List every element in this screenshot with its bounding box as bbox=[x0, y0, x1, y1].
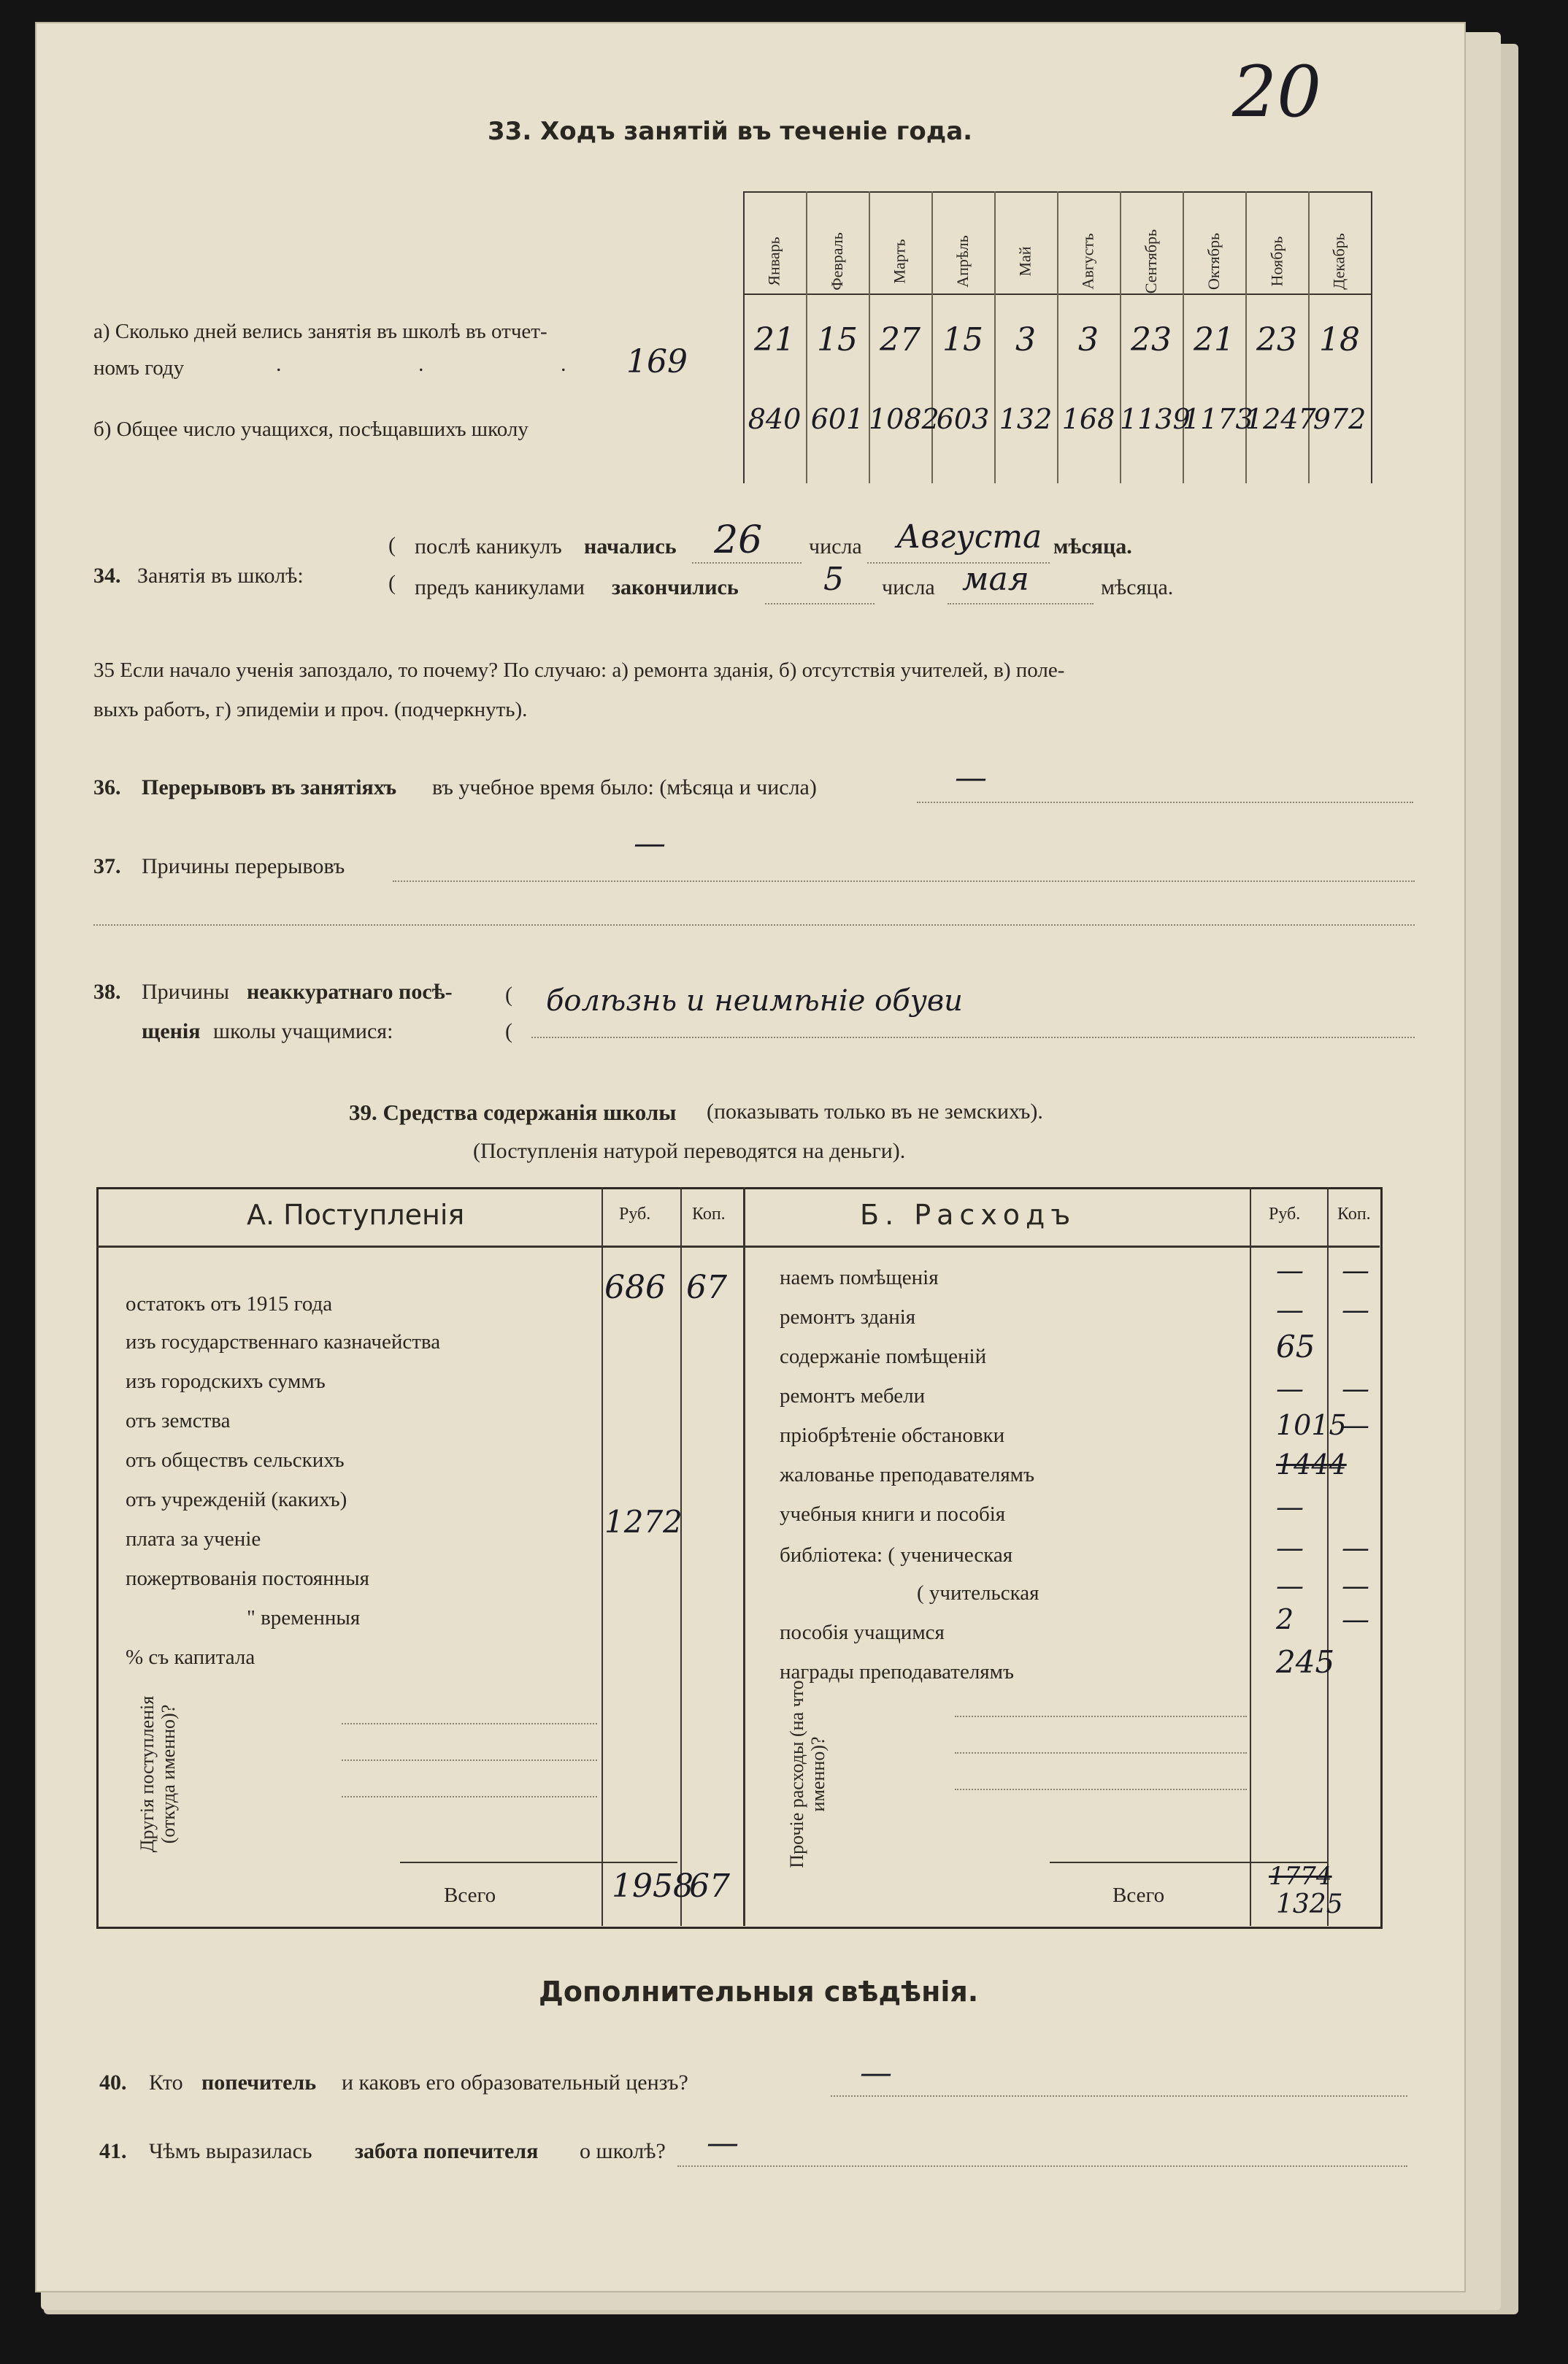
s38-num: 38. bbox=[93, 980, 121, 1004]
row-b-label: б) Общее число учащихся, посѣщавшихъ школу bbox=[93, 418, 529, 441]
expense-header: Б. Расходъ bbox=[860, 1199, 1077, 1231]
s37-text: Причины перерывовъ bbox=[142, 854, 345, 878]
row-b-value: 972 bbox=[1313, 403, 1367, 435]
month-label: Январь bbox=[765, 237, 783, 286]
income-header: А. Поступленія bbox=[247, 1199, 465, 1231]
row-b-value: 1247 bbox=[1245, 403, 1316, 435]
s37-num: 37. bbox=[93, 854, 121, 878]
expense-row-rub: — bbox=[1276, 1532, 1304, 1564]
row-b-value: 840 bbox=[748, 403, 802, 435]
bracket: ( bbox=[505, 1019, 512, 1043]
expense-row-label: награды преподавателямъ bbox=[780, 1660, 1014, 1684]
expense-row-rub: 65 bbox=[1276, 1329, 1315, 1365]
s38-line1-a: Причины bbox=[142, 980, 230, 1004]
month-label: Ноябрь bbox=[1267, 236, 1285, 287]
s34-end-day-line bbox=[765, 603, 875, 605]
month-col-9 bbox=[1245, 218, 1308, 305]
income-row-label: % съ капитала bbox=[126, 1646, 255, 1669]
income-total-label: Всего bbox=[444, 1884, 496, 1907]
expense-row-rub: — bbox=[1276, 1294, 1304, 1326]
s33-title: 33. Ходъ занятій въ теченіе года. bbox=[488, 117, 973, 146]
row-a-value: 18 bbox=[1319, 321, 1360, 358]
s34-start-month: Августа bbox=[896, 518, 1042, 556]
row-b-value: 1139 bbox=[1120, 403, 1191, 435]
row-a-value: 21 bbox=[1194, 321, 1234, 358]
row-b-value: 601 bbox=[810, 403, 864, 435]
expense-row-rub: 1444 bbox=[1276, 1448, 1347, 1481]
month-col-7 bbox=[1120, 218, 1183, 305]
month-label: Декабрь bbox=[1329, 233, 1348, 290]
page-number-handwritten: 20 bbox=[1232, 51, 1322, 133]
expense-row-kop: — bbox=[1342, 1254, 1369, 1286]
s34-line1-d: мѣсяца. bbox=[1053, 534, 1132, 559]
expense-row-rub: — bbox=[1276, 1570, 1304, 1602]
month-col-6 bbox=[1057, 218, 1120, 305]
expense-kop-header: Коп. bbox=[1337, 1205, 1371, 1224]
expense-row-kop: — bbox=[1342, 1294, 1369, 1326]
month-col-3 bbox=[869, 218, 931, 305]
s34-line2-d: мѣсяца. bbox=[1101, 575, 1174, 599]
s38-line2-b: школы учащимися: bbox=[213, 1019, 393, 1043]
bracket: ( bbox=[388, 571, 396, 595]
row-b-value: 603 bbox=[936, 403, 990, 435]
month-col-4 bbox=[931, 218, 994, 305]
expense-row-kop: — bbox=[1342, 1373, 1369, 1405]
month-label: Августъ bbox=[1079, 233, 1097, 290]
s36-bold: Перерывовъ въ занятіяхъ bbox=[142, 775, 397, 799]
income-rub-col-rule bbox=[602, 1187, 603, 1926]
income-other-line bbox=[342, 1759, 597, 1761]
s37-answer: — bbox=[634, 825, 666, 862]
month-table-right-rule bbox=[1371, 191, 1372, 483]
q41-num: 41. bbox=[99, 2139, 127, 2163]
s38-answer: болѣзнь и неимѣніе обуви bbox=[546, 984, 963, 1018]
s34-line2-a: предъ каникулами bbox=[415, 575, 585, 599]
s34-start-day: 26 bbox=[714, 518, 763, 562]
expense-row-label: пріобрѣтеніе обстановки bbox=[780, 1424, 1005, 1447]
s34-line2-c: числа bbox=[882, 575, 935, 599]
q41-c: о школѣ? bbox=[580, 2139, 666, 2163]
month-col-8 bbox=[1183, 218, 1245, 305]
income-total-rub: 1958 bbox=[612, 1868, 693, 1905]
expense-total-rub-struck: 1774 bbox=[1269, 1862, 1332, 1891]
expense-other-line bbox=[955, 1716, 1247, 1717]
expense-row-label: ( учительская bbox=[917, 1581, 1039, 1605]
expense-row-label: библіотека: ( ученическая bbox=[780, 1543, 1013, 1567]
expense-row-label: ремонтъ зданія bbox=[780, 1305, 916, 1329]
s38-line1-b: неаккуратнаго посѣ- bbox=[247, 980, 453, 1004]
leader-dots: . . . bbox=[276, 352, 632, 376]
s39-title: 39. Средства содержанія школы bbox=[349, 1100, 677, 1125]
expense-other-line bbox=[955, 1752, 1247, 1754]
s35-line1: 35 Если начало ученія запоздало, то почему? По случаю: а) ремонта зданія, б) отсутствія учителей, в) поле- bbox=[93, 659, 1065, 682]
s34-end-month-line bbox=[948, 603, 1094, 605]
income-row-label: " временныя bbox=[247, 1606, 361, 1630]
s38-line2-a: щенія bbox=[142, 1019, 201, 1043]
expense-row-label: ремонтъ мебели bbox=[780, 1384, 926, 1408]
expense-row-kop: — bbox=[1342, 1603, 1369, 1635]
q41-answer: — bbox=[707, 2125, 739, 2162]
income-rub-header: Руб. bbox=[619, 1205, 651, 1224]
row-a-total: 169 bbox=[626, 343, 688, 380]
income-row-rub: 686 bbox=[604, 1269, 666, 1306]
row-a-value: 27 bbox=[880, 321, 921, 358]
income-total-kop: 67 bbox=[689, 1868, 730, 1905]
extra-title: Дополнительныя свѣдѣнія. bbox=[539, 1976, 979, 2008]
expense-row-label: пособія учащимся bbox=[780, 1621, 945, 1644]
expense-row-kop: — bbox=[1342, 1409, 1369, 1441]
expense-row-kop: — bbox=[1342, 1532, 1369, 1564]
row-a-label-line2: номъ году bbox=[93, 356, 185, 380]
s34-line1-c: числа bbox=[809, 534, 862, 559]
q41-a: Чѣмъ выразилась bbox=[149, 2139, 312, 2163]
month-col-5 bbox=[994, 218, 1057, 305]
s36-num: 36. bbox=[93, 775, 121, 799]
row-a-value: 15 bbox=[942, 321, 983, 358]
month-label: Мартъ bbox=[891, 239, 909, 284]
s38-answer-line bbox=[531, 1037, 1415, 1038]
income-row-label: отъ учрежденій (какихъ) bbox=[126, 1488, 347, 1511]
expense-rub-header: Руб. bbox=[1269, 1205, 1301, 1224]
s34-start-day-line bbox=[692, 562, 802, 564]
income-other-label: Другія поступленія (откуда именно)? bbox=[137, 1695, 179, 1853]
row-b-value: 168 bbox=[1061, 403, 1115, 435]
expense-row-rub: 2 bbox=[1276, 1603, 1294, 1635]
expense-rub-col-rule bbox=[1250, 1187, 1251, 1926]
q40-b: попечитель bbox=[201, 2071, 317, 2095]
expense-row-label: жалованье преподавателямъ bbox=[780, 1463, 1035, 1486]
income-row-label: отъ земства bbox=[126, 1409, 231, 1432]
s34-label: Занятія въ школѣ: bbox=[137, 564, 304, 588]
s34-line1-a: послѣ каникулъ bbox=[415, 534, 562, 559]
s36-answer-line bbox=[917, 802, 1413, 803]
s34-end-day: 5 bbox=[823, 561, 844, 598]
income-row-label: остатокъ отъ 1915 года bbox=[126, 1292, 333, 1316]
income-row-label: плата за ученіе bbox=[126, 1527, 261, 1551]
s34-end-month: мая bbox=[962, 561, 1029, 598]
s36-rest: въ учебное время было: (мѣсяца и числа) bbox=[432, 775, 817, 799]
month-col-2 bbox=[806, 218, 869, 305]
expense-row-label: содержаніе помѣщеній bbox=[780, 1345, 987, 1368]
expense-row-rub: 1015 bbox=[1276, 1409, 1347, 1441]
income-kop-col-rule bbox=[680, 1187, 682, 1926]
row-b-value: 1082 bbox=[869, 403, 939, 435]
row-a-value: 21 bbox=[754, 321, 795, 358]
finance-center-rule bbox=[743, 1187, 745, 1926]
row-a-value: 23 bbox=[1256, 321, 1297, 358]
income-kop-header: Коп. bbox=[692, 1205, 726, 1224]
month-label: Октябрь bbox=[1204, 233, 1223, 290]
expense-row-label: учебныя книги и пособія bbox=[780, 1503, 1006, 1526]
expense-row-rub: — bbox=[1276, 1254, 1304, 1286]
month-col-1 bbox=[743, 218, 806, 305]
q40-a: Кто bbox=[149, 2071, 183, 2095]
s35-line2: выхъ работъ, г) эпидеміи и проч. (подчеркнуть). bbox=[93, 698, 528, 721]
expense-row-rub: 245 bbox=[1276, 1644, 1335, 1680]
row-a-value: 15 bbox=[817, 321, 858, 358]
q40-c: и каковъ его образовательный цензъ? bbox=[342, 2071, 688, 2095]
income-row-kop: 67 bbox=[686, 1269, 727, 1306]
bracket: ( bbox=[388, 533, 396, 557]
expense-row-rub: — bbox=[1276, 1373, 1304, 1405]
income-row-rub: 1272 bbox=[604, 1504, 683, 1540]
expense-other-line bbox=[955, 1789, 1247, 1790]
row-a-value: 23 bbox=[1131, 321, 1172, 358]
income-total-rule bbox=[400, 1862, 677, 1863]
s34-line1-b: начались bbox=[584, 534, 677, 559]
expense-row-kop: — bbox=[1342, 1570, 1369, 1602]
month-label: Сентябрь bbox=[1142, 229, 1160, 294]
income-row-label: отъ обществъ сельскихъ bbox=[126, 1448, 345, 1472]
expense-row-label: наемъ помѣщенія bbox=[780, 1266, 939, 1289]
expense-kop-col-rule bbox=[1327, 1187, 1329, 1926]
row-b-value: 132 bbox=[999, 403, 1053, 435]
income-row-label: пожертвованія постоянныя bbox=[126, 1567, 370, 1590]
q40-answer-line bbox=[831, 2095, 1407, 2097]
month-label: Апрѣль bbox=[953, 235, 972, 288]
expense-other-label: Прочіе расходы (на что именно)? bbox=[786, 1680, 829, 1868]
q40-answer: — bbox=[860, 2054, 892, 2092]
finance-header-rule bbox=[96, 1246, 1380, 1248]
s39-title-rest: (показывать только въ не земскихъ). bbox=[707, 1100, 1043, 1124]
row-a-value: 3 bbox=[1015, 321, 1036, 358]
q41-b: забота попечителя bbox=[355, 2139, 539, 2163]
q40-num: 40. bbox=[99, 2071, 127, 2095]
income-other-line bbox=[342, 1723, 597, 1724]
document-page bbox=[35, 22, 1466, 2292]
expense-total-label: Всего bbox=[1112, 1884, 1165, 1907]
s37-answer-line bbox=[393, 880, 1415, 882]
expense-row-rub: — bbox=[1276, 1491, 1304, 1523]
s37-answer-line2 bbox=[93, 924, 1415, 926]
income-row-label: изъ городскихъ суммъ bbox=[126, 1370, 326, 1393]
income-other-line bbox=[342, 1796, 597, 1797]
row-a-value: 3 bbox=[1078, 321, 1099, 358]
s36-answer: — bbox=[955, 759, 987, 797]
s39-subtitle: (Поступленія натурой переводятся на деньги). bbox=[473, 1139, 906, 1163]
s34-line2-b: закончились bbox=[612, 575, 739, 599]
month-label: Май bbox=[1015, 246, 1034, 277]
month-col-10 bbox=[1308, 218, 1371, 305]
row-a-label-line1: а) Сколько дней велись занятія въ школѣ въ отчет- bbox=[93, 320, 547, 343]
expense-total-rub: 1325 bbox=[1276, 1889, 1343, 1919]
s34-num: 34. bbox=[93, 564, 121, 588]
income-row-label: изъ государственнаго казначейства bbox=[126, 1330, 441, 1354]
row-b-value: 1173 bbox=[1183, 403, 1253, 435]
month-label: Февраль bbox=[827, 232, 846, 291]
bracket: ( bbox=[505, 983, 512, 1007]
q41-answer-line bbox=[677, 2165, 1407, 2167]
